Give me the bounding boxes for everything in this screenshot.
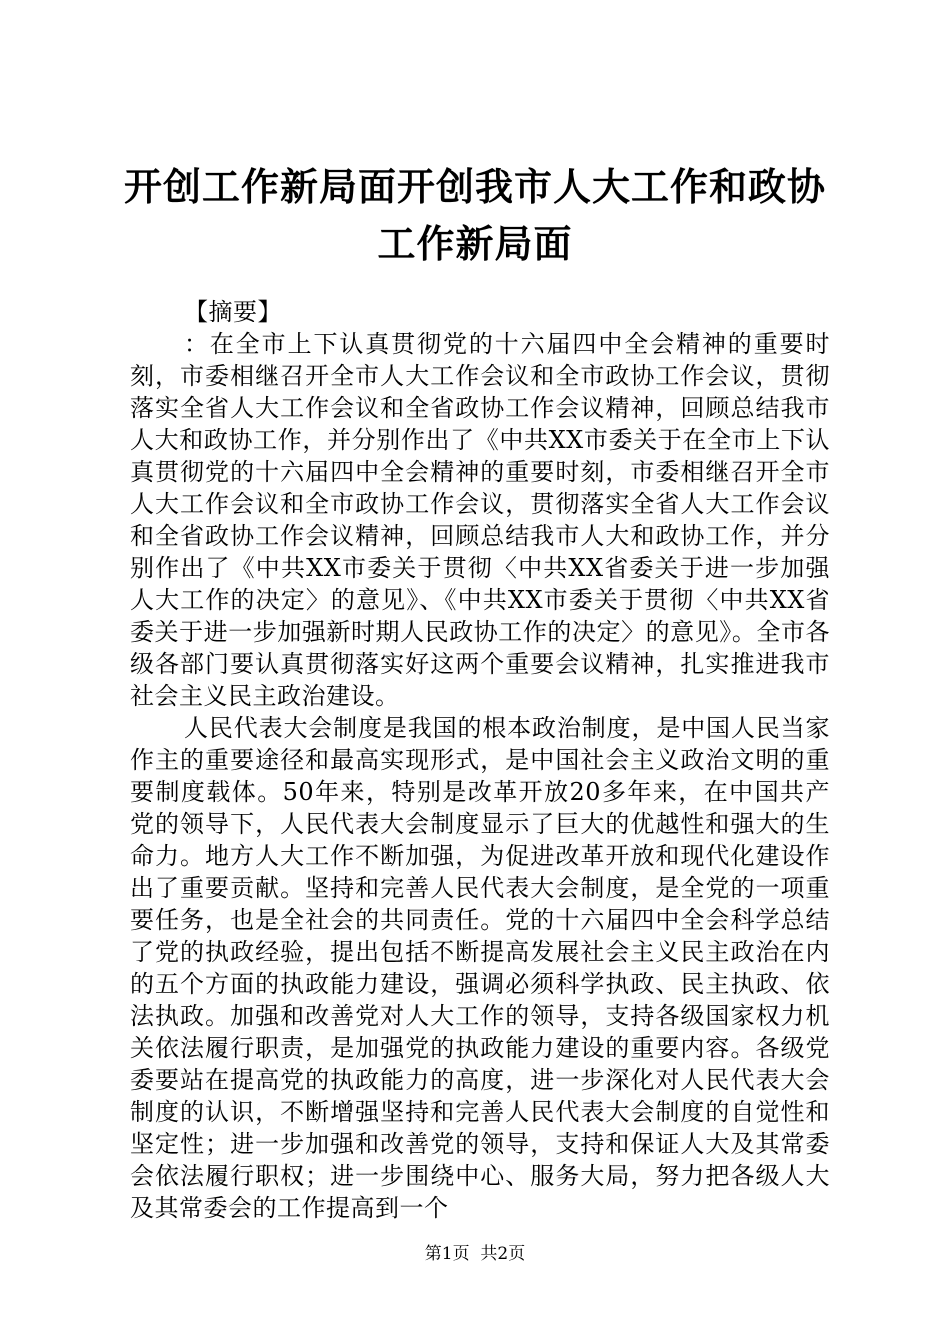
paragraph-abstract: ：在全市上下认真贯彻党的十六届四中全会精神的重要时刻，市委相继召开全市人大工作会议和全市政协工作会议，贯彻落实全省人大工作会议和全省政协工作会议精神，回顾总结我市人大和政协工作，并分别作出了《中共XX市委关于在全市上下认真贯彻党的十六届四中全会精神的重要时刻，市委相继召开全市人大工作会议和全市政协工作会议，贯彻落实全省人大工作会议和全省政协工作会议精神，回顾总结我市人大和政协工作，并分别作出了《中共XX市委关于贯彻〈中共XX省委关于进一步加强人大工作的决定〉的意见》、《中共XX市委关于贯彻〈中共XX省委关于进一步加强新时期人民政协工作的决定〉的意见》。全市各级各部门要认真贯彻落实好这两个重要会议精神，扎实推进我市社会主义民主政治建设。	[130, 330, 830, 710]
page-footer	[0, 1242, 950, 1266]
document-title: 开创工作新局面开创我市人大工作和政协工作新局面	[123, 164, 826, 266]
abstract-label: 【摘要】	[184, 298, 282, 326]
paragraph-people-congress: 人民代表大会制度是我国的根本政治制度，是中国人民当家作主的重要途径和最高实现形式，是中国社会主义政治文明的重要制度载体。50年来，特别是改革开放20多年来，在中国共产党的领导下，人民代表大会制度显示了巨大的优越性和强大的生命力。地方人大工作不断加强，为促进改革开放和现代化建设作出了重要贡献。坚持和完善人民代表大会制度，是全党的一项重要任务，也是全社会的共同责任。党的十六届四中全会科学总结了党的执政经验，提出包括不断提高发展社会主义民主政治在内的五个方面的执政能力建设，强调必须科学执政、民主执政、依法执政。加强和改善党对人大工作的领导，支持各级国家权力机关依法履行职责，是加强党的执政能力建设的重要内容。各级党委要站在提高党的执政能力的高度，进一步深化对人民代表大会制度的认识，不断增强坚持和完善人民代表大会制度的自觉性和坚定性；进一步加强和改善党的领导，支持和保证人大及其常委会依法履行职权；进一步围绕中心、服务大局，努力把各级人大及其常委会的工作提高到一个	[130, 714, 830, 1222]
page-number: 第1页 共2页	[424, 1244, 526, 1264]
document-body	[130, 296, 830, 1224]
